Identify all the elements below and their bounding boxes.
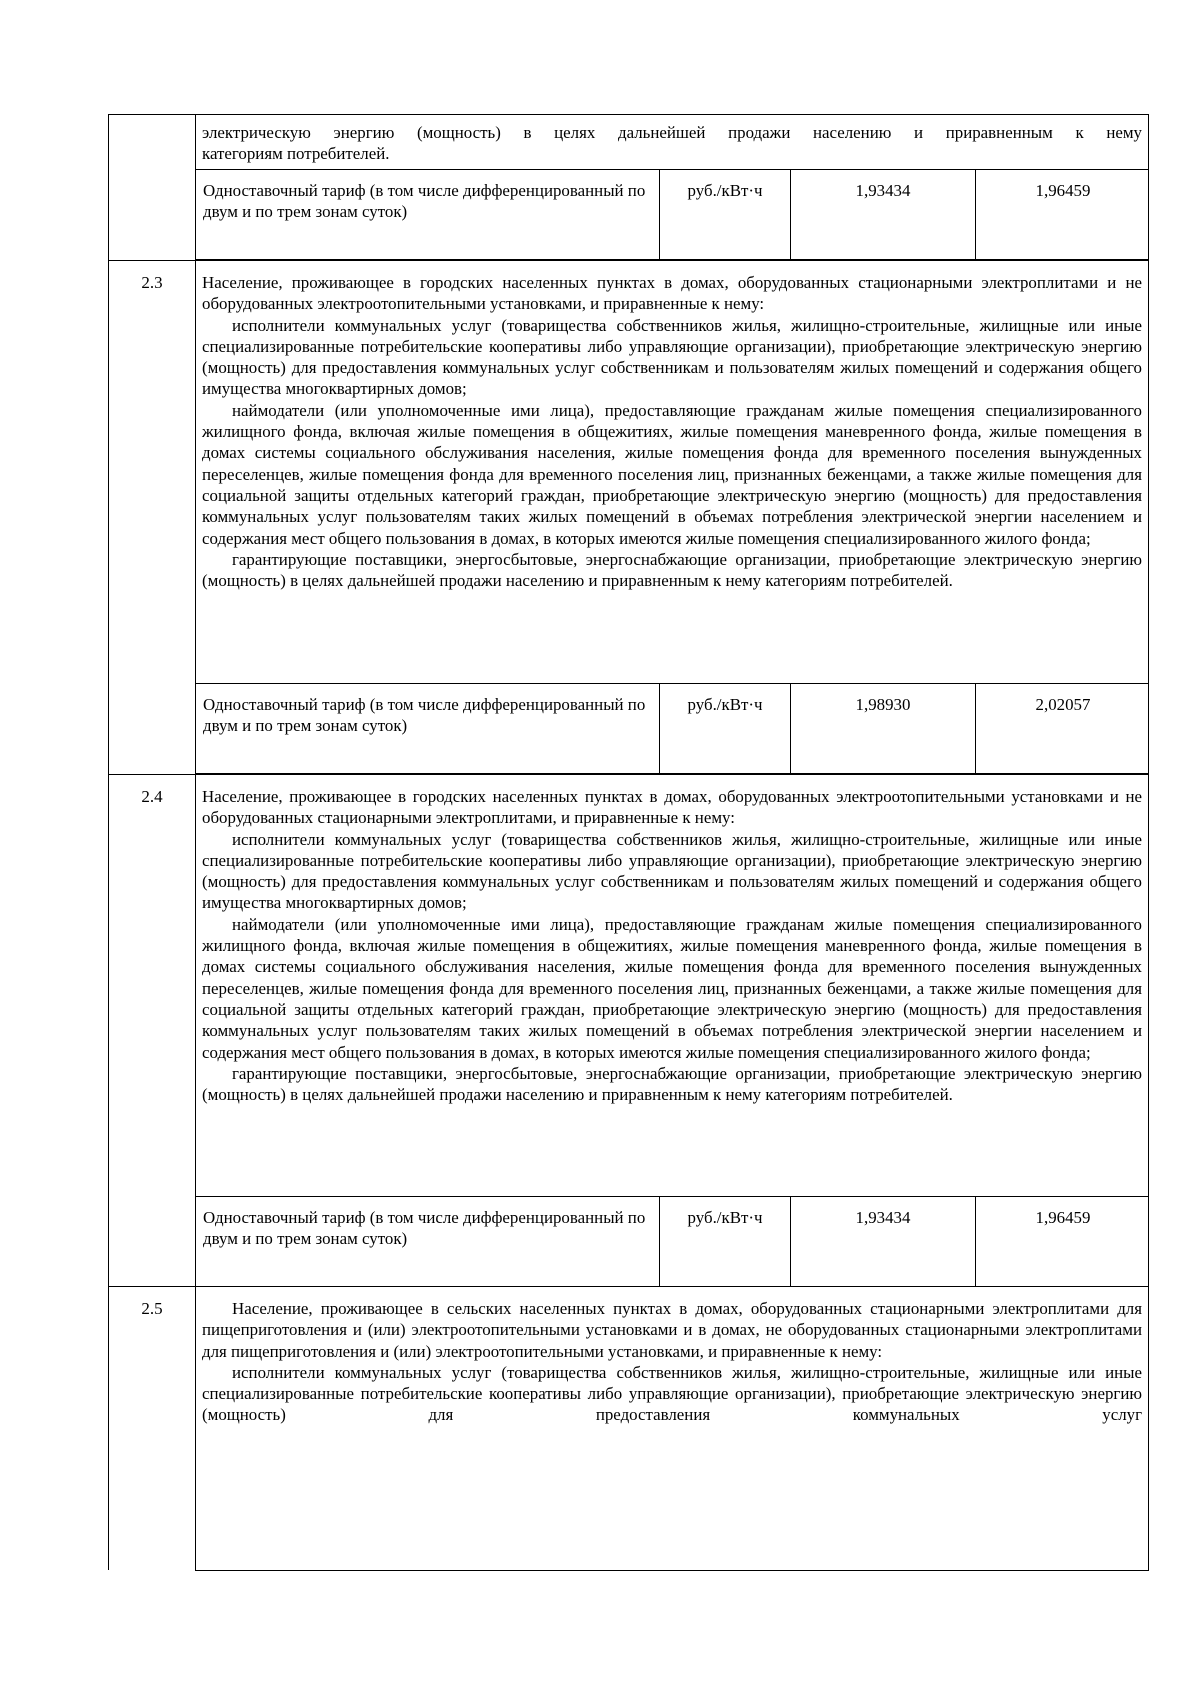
tariff-row bbox=[195, 1196, 1149, 1287]
tariff-name: Одноставочный тариф (в том числе дифференцированный по двум и по трем зонам суток) bbox=[203, 1208, 646, 1249]
desc-paragraph: исполнители коммунальных услуг (товарищества собственников жилья, жилищно-строительные, жилищные или иные специализированные потребительские кооперативы либо управляющие организации), приобретающие электрическую энергию (мощность) для предоставления коммунальных услуг собственникам и пользователям жилых помещений и содержания общего имущества многоквартирных домов; bbox=[202, 315, 1142, 399]
tariff-name: Одноставочный тариф (в том числе дифференцированный по двум и по трем зонам суток) bbox=[203, 181, 646, 222]
desc-paragraph: исполнители коммунальных услуг (товарищества собственников жилья, жилищно-строительные, жилищные или иные специализированные потребительские кооперативы либо управляющие организации), приобретающие электрическую энергию (мощность) для предоставления коммунальных услуг bbox=[202, 1362, 1142, 1425]
row-separator bbox=[108, 1286, 1149, 1287]
tariff-unit: руб./кВт·ч bbox=[659, 170, 790, 259]
row-description bbox=[202, 272, 1142, 591]
desc-paragraph: исполнители коммунальных услуг (товарищества собственников жилья, жилищно-строительные, жилищные или иные специализированные потребительские кооперативы либо управляющие организации), приобретающие электрическую энергию (мощность) для предоставления коммунальных услуг собственникам и пользователям жилых помещений и содержания общего имущества многоквартирных домов; bbox=[202, 829, 1142, 913]
tariff-value-2: 2,02057 bbox=[975, 684, 1150, 773]
row-number: 2.5 bbox=[141, 1299, 163, 1318]
row-number: 2.3 bbox=[141, 273, 163, 292]
desc-line: электрическую энергию (мощность) в целях дальнейшей продажи населению и приравненным к нему bbox=[202, 123, 1142, 142]
desc-line: категориям потребителей. bbox=[202, 144, 390, 164]
tariff-value-2: 1,96459 bbox=[975, 1197, 1150, 1286]
table-left-border bbox=[108, 114, 109, 1570]
desc-paragraph: Население, проживающее в городских населенных пунктах в домах, оборудованных стационарными электроплитами и не оборудованных электроотопительными установками, и приравненные к нему: bbox=[202, 273, 1142, 314]
row-description bbox=[202, 122, 1142, 165]
tariff-value-1: 1,98930 bbox=[790, 684, 975, 773]
row-description bbox=[202, 786, 1142, 1105]
tariff-name: Одноставочный тариф (в том числе дифференцированный по двум и по трем зонам суток) bbox=[203, 695, 646, 736]
desc-paragraph: Население, проживающее в городских населенных пунктах в домах, оборудованных электроотопительными установками и не оборудованных стационарными электроплитами, и приравненные к нему: bbox=[202, 787, 1142, 828]
column-divider bbox=[195, 114, 196, 1570]
table-bottom-border bbox=[195, 1570, 1149, 1571]
tariff-unit: руб./кВт·ч bbox=[659, 1197, 790, 1286]
row-separator bbox=[108, 260, 1149, 261]
row-separator bbox=[108, 774, 1149, 775]
desc-paragraph: гарантирующие поставщики, энергосбытовые, энергоснабжающие организации, приобретающие электрическую энергию (мощность) в целях дальнейшей продажи населению и приравненным к нему категориям потребителей. bbox=[202, 1063, 1142, 1105]
tariff-row bbox=[195, 683, 1149, 774]
tariff-row bbox=[195, 169, 1149, 260]
desc-paragraph: наймодатели (или уполномоченные ими лица), предоставляющие гражданам жилые помещения специализированного жилищного фонда, включая жилые помещения в общежитиях, жилые помещения маневренного фонда, жилые помещения в домах системы социального обслуживания населения, жилые помещения фонда для временного поселения вынужденных переселенцев, жилые помещения фонда для временного поселения лиц, признанных беженцами, а также жилые помещения для социальной защиты отдельных категорий граждан, приобретающие электрическую энергию (мощность) для предоставления коммунальных услуг пользователям таких жилых помещений в объемах потребления электрической энергии населением и содержания мест общего пользования в домах, в которых имеются жилые помещения специализированного жилого фонда; bbox=[202, 914, 1142, 1062]
table-right-border bbox=[1148, 114, 1149, 1570]
tariff-value-1: 1,93434 bbox=[790, 170, 975, 259]
tariff-value-1: 1,93434 bbox=[790, 1197, 975, 1286]
tariff-value-2: 1,96459 bbox=[975, 170, 1150, 259]
row-description bbox=[202, 1298, 1142, 1426]
desc-paragraph: гарантирующие поставщики, энергосбытовые, энергоснабжающие организации, приобретающие электрическую энергию (мощность) в целях дальнейшей продажи населению и приравненным к нему категориям потребителей. bbox=[202, 549, 1142, 591]
desc-paragraph: наймодатели (или уполномоченные ими лица), предоставляющие гражданам жилые помещения специализированного жилищного фонда, включая жилые помещения в общежитиях, жилые помещения маневренного фонда, жилые помещения в домах системы социального обслуживания населения, жилые помещения фонда для временного поселения вынужденных переселенцев, жилые помещения фонда для временного поселения лиц, признанных беженцами, а также жилые помещения для социальной защиты отдельных категорий граждан, приобретающие электрическую энергию (мощность) для предоставления коммунальных услуг пользователям таких жилых помещений в объемах потребления электрической энергии населением и содержания мест общего пользования в домах, в которых имеются жилые помещения специализированного жилого фонда; bbox=[202, 400, 1142, 548]
desc-paragraph: Население, проживающее в сельских населенных пунктах в домах, оборудованных стационарными электроплитами для пищеприготовления и (или) электроотопительными установками и в домах, не оборудованных стационарными электроплитами для пищеприготовления и (или) электроотопительными установками, и приравненные к нему: bbox=[202, 1299, 1142, 1361]
tariff-unit: руб./кВт·ч bbox=[659, 684, 790, 773]
table-top-border bbox=[108, 114, 1149, 115]
row-number: 2.4 bbox=[141, 787, 163, 806]
